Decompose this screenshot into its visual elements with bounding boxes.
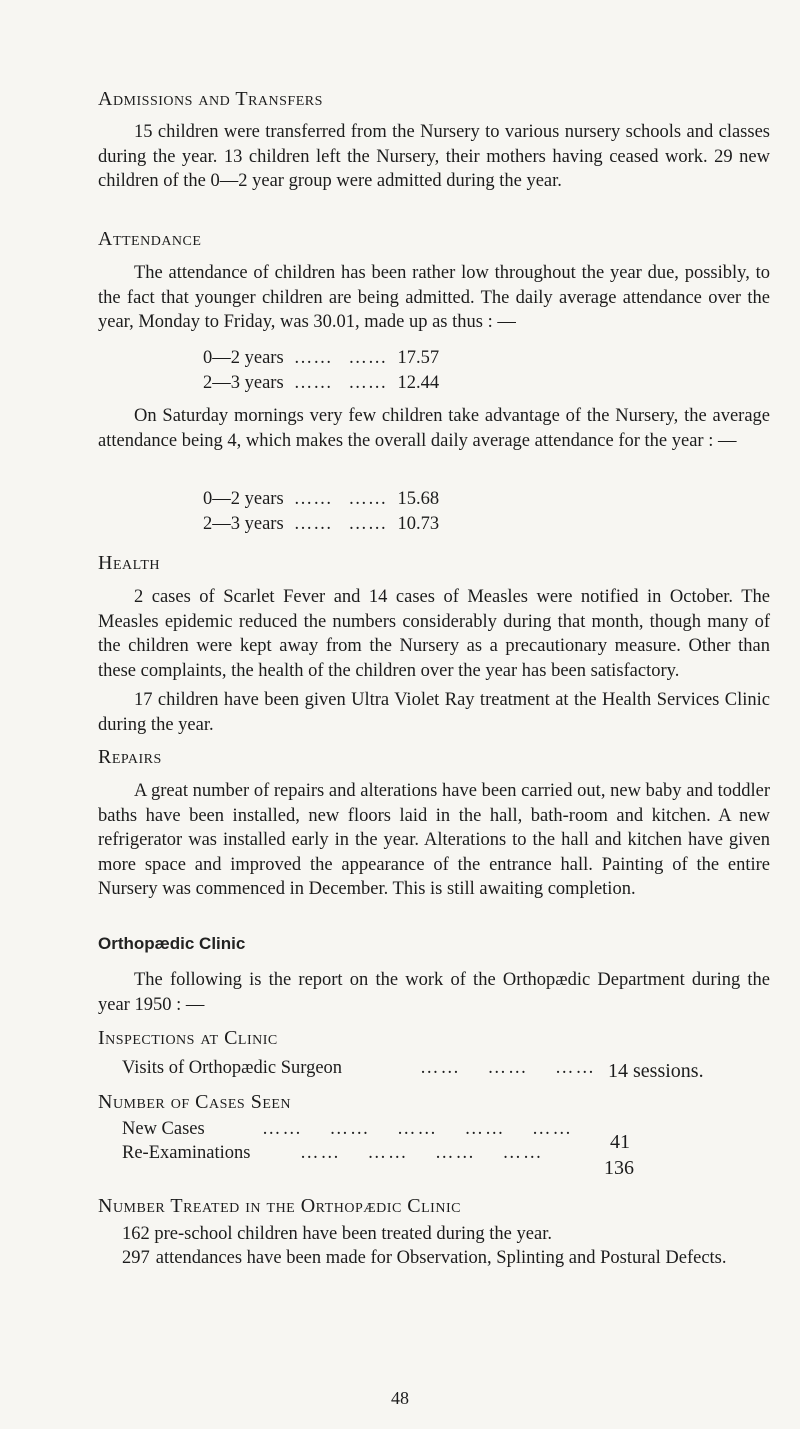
leader-dots: …… …… …… <box>420 1058 596 1078</box>
leader-dots: …… <box>293 489 333 509</box>
health-heading: Health <box>98 552 161 574</box>
attendance-heading: Attendance <box>98 228 202 250</box>
leader-dots: …… <box>348 489 388 509</box>
leader-dots: …… <box>348 373 388 393</box>
weekday-label: 0—2 years <box>203 348 284 368</box>
treated-heading: Number Treated in the Orthopædic Clinic <box>98 1195 461 1217</box>
repairs-paragraph: A great number of repairs and alterations have been carried out, new baby and toddler baths have been installed, new floors laid in the hall, bath-room and kitchen. A new refrigerator was installed early in the year. Alterations to the hall and kitchen have given more space and improved the appearance of the entrance hall. Painting of the entire Nursery was commenced in December. This is still awaiting completion. <box>98 781 770 899</box>
leader-dots: …… <box>293 348 333 368</box>
weekday-value: 12.44 <box>397 373 440 393</box>
visits-label: Visits of Orthopædic Surgeon <box>122 1058 343 1078</box>
repairs-heading: Repairs <box>98 746 162 768</box>
weekday-row-0-2 <box>203 346 439 370</box>
treated-1-number: 162 <box>122 1224 150 1244</box>
treated-row-2 <box>122 1246 770 1270</box>
cases-heading: Number of Cases Seen <box>98 1091 292 1113</box>
reexam-value: 136 <box>604 1157 634 1179</box>
treated-2-text: attendances have been made for Observation, Splinting and Postural Defects. <box>155 1248 727 1268</box>
overall-label: 0—2 years <box>203 489 284 509</box>
treated-row-1 <box>122 1222 552 1246</box>
overall-value: 10.73 <box>397 514 440 534</box>
leader-dots: …… …… …… …… …… <box>262 1119 573 1139</box>
weekday-row-2-3 <box>203 371 439 395</box>
admissions-paragraph: 15 children were transferred from the Nursery to various nursery schools and classes during the year. 13 children left the Nursery, their mothers having ceased work. 29 new children of the 0—2 year group were admitted during the year. <box>98 122 770 191</box>
treated-2-number: 297 <box>122 1248 150 1268</box>
weekday-label: 2—3 years <box>203 373 284 393</box>
admissions-heading: Admissions and Transfers <box>98 88 323 110</box>
leader-dots: …… …… …… …… <box>300 1143 544 1163</box>
new-cases-label: New Cases <box>122 1119 205 1139</box>
inspections-heading: Inspections at Clinic <box>98 1027 278 1049</box>
overall-value: 15.68 <box>397 489 440 509</box>
health-paragraph-2: 17 children have been given Ultra Violet Ray treatment at the Health Services Clinic during the year. <box>98 690 770 735</box>
leader-dots: …… <box>293 373 333 393</box>
treated-1-text: pre-school children have been treated during the year. <box>154 1224 552 1244</box>
overall-row-0-2 <box>203 487 439 511</box>
new-cases-value: 41 <box>610 1131 630 1153</box>
reexam-label: Re-Examinations <box>122 1143 251 1163</box>
page-number: 48 <box>391 1388 409 1408</box>
leader-dots: …… <box>348 348 388 368</box>
overall-row-2-3 <box>203 512 439 536</box>
health-paragraph-1: 2 cases of Scarlet Fever and 14 cases of Measles were notified in October. The Measles epidemic reduced the numbers considerably during that month, though many of the children were kept away from the Nursery as a precautionary measure. Other than these complaints, the health of the children over the year has been satisfactory. <box>98 587 770 681</box>
attendance-paragraph-2: On Saturday mornings very few children take advantage of the Nursery, the average attendance being 4, which makes the overall daily average attendance for the year : — <box>98 406 770 451</box>
orthopaedic-intro: The following is the report on the work of the Orthopædic Department during the year 1950 : — <box>98 970 770 1015</box>
leader-dots: …… <box>348 514 388 534</box>
overall-label: 2—3 years <box>203 514 284 534</box>
attendance-paragraph-1: The attendance of children has been rather low throughout the year due, possibly, to the fact that younger children are being admitted. The daily average attendance over the year, Monday to Friday, was 30.01, made up as thus : — <box>98 263 770 332</box>
leader-dots: …… <box>293 514 333 534</box>
orthopaedic-heading: Orthopædic Clinic <box>98 934 246 953</box>
weekday-value: 17.57 <box>397 348 440 368</box>
visits-value: 14 sessions. <box>608 1060 704 1082</box>
